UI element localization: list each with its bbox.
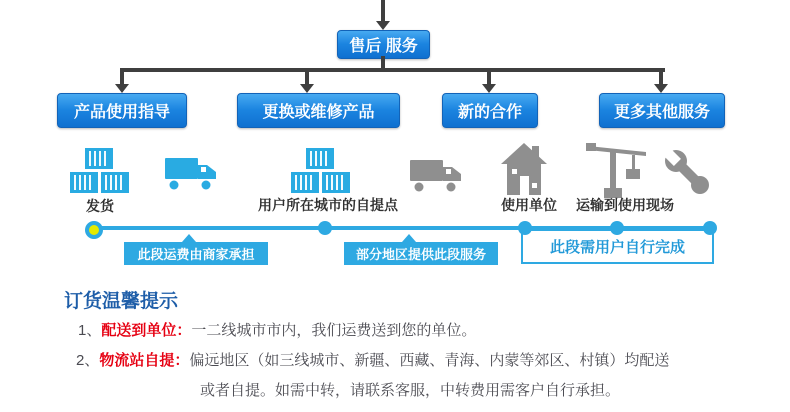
timeline-callout-merchant-paid [124,242,268,265]
tip-text: 或者自提。如需中转，请联系客服，中转费用需客户自行承担。 [200,382,621,399]
tip-number: 2、 [76,352,100,369]
wrench-icon [663,148,713,198]
timeline-node [318,221,332,235]
branch-node-replace-repair [237,93,400,128]
root-node-after-sales-service [337,30,430,59]
top-connector-line [381,0,385,23]
root-node-label: 售后 服务 [349,38,418,55]
branch-node-more-services [599,93,725,128]
timeline-callout-partial-service [344,242,498,265]
truck-icon [410,157,462,193]
timeline-callout-label: 部分地区提供此段服务 [355,247,486,262]
tip-text: 一二线城市市内，我们运费送到您的单位。 [191,322,477,339]
station-label-using-unit: 使用单位 [501,197,557,213]
tip-item-1 [78,319,476,340]
timeline-node [518,221,532,235]
arrow-down-icon [376,21,390,30]
truck-icon [165,155,217,191]
tip-number: 1、 [78,322,102,339]
arrow-down-icon [115,84,129,93]
timeline-node-start [85,221,103,239]
tip-item-2 [76,349,669,370]
branch-label: 更多其他服务 [613,104,710,121]
arrow-down-icon [654,84,668,93]
containers-icon [291,148,350,193]
tip-item-2-continued [200,379,620,400]
branch-horizontal-line [120,68,665,72]
callout-pointer [402,234,416,242]
branch-label: 新的合作 [457,104,522,121]
timeline-callout-label: 此段运费由商家承担 [137,247,255,262]
timeline-node [703,221,717,235]
tip-text: 偏远地区（如三线城市、新疆、西藏、青海、内蒙等郊区、村镇）均配送 [189,352,670,369]
containers-icon [70,148,129,193]
order-tips-title: 订货温馨提示 [64,291,179,312]
callout-pointer [182,234,196,242]
arrow-down-icon [482,84,496,93]
timeline-callout-label: 此段需用户自行完成 [549,239,685,256]
branch-node-new-cooperation [442,93,538,128]
branch-label: 产品使用指导 [73,104,170,121]
house-icon [501,143,547,195]
crane-icon [586,142,648,198]
station-label-transport-to-site: 运输到使用现场 [576,197,674,213]
arrow-down-icon [300,84,314,93]
station-label-pickup-point: 用户所在城市的自提点 [258,197,398,213]
tip-label-logistics-pickup: 物流站自提： [99,352,190,369]
station-label-shipping: 发货 [86,198,114,214]
branch-node-product-guidance [57,93,187,128]
branch-label: 更换或维修产品 [262,104,375,121]
timeline-node [610,221,624,235]
tip-label-delivery-to-unit: 配送到单位： [101,322,192,339]
